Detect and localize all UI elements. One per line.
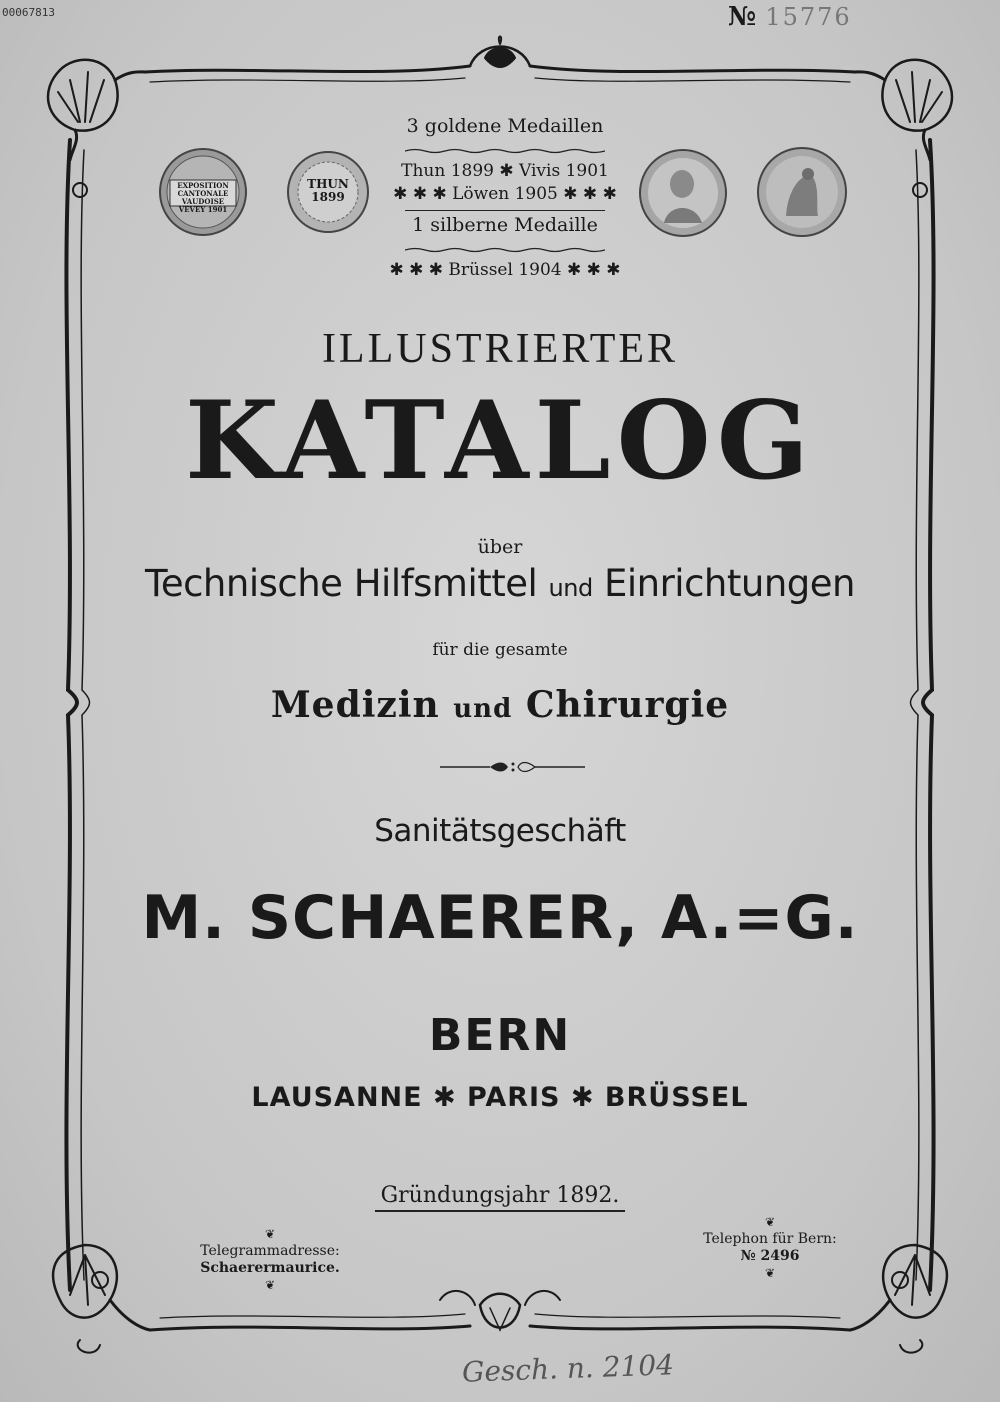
ornament-divider (440, 760, 585, 774)
telegram-value: Schaerermaurice. (200, 1260, 340, 1276)
title-fuer-die-gesamte: für die gesamte (432, 640, 568, 660)
archive-id: 00067813 (2, 6, 55, 19)
number-symbol: № (728, 2, 757, 32)
phone-ornament: ❦ (764, 1215, 776, 1229)
medal-vevey-text: EXPOSITION CANTONALE VAUDOISE VEVEY 1901 (177, 181, 229, 214)
phone-ornament-bottom: ❦ (764, 1266, 776, 1280)
founded-text: Gründungsjahr 1892. (375, 1183, 626, 1212)
company-type: Sanitätsgeschäft (374, 813, 626, 849)
title-illustrierter: ILLUSTRIERTER (321, 326, 679, 372)
phone-value: № 2496 (740, 1248, 800, 1264)
title-technische-c: Einrichtungen (603, 562, 855, 605)
founded-year (0, 1183, 1000, 1208)
phone-label: Telephon für Bern: (703, 1231, 837, 1247)
telegram-block (180, 1226, 360, 1294)
telegram-ornament-bottom: ❦ (264, 1278, 276, 1292)
title-ueber: über (477, 536, 523, 558)
wave-divider (405, 148, 605, 154)
telegram-ornament: ❦ (264, 1227, 276, 1241)
title-medizin-a: Medizin (270, 684, 440, 726)
company-branches: LAUSANNE ✱ PARIS ✱ BRÜSSEL (251, 1082, 749, 1113)
number-value: 15776 (765, 3, 852, 31)
title-katalog: KATALOG (185, 378, 815, 504)
title-medizin-c: Chirurgie (525, 684, 730, 726)
medal-thun-text: THUN 1899 (307, 177, 349, 204)
company-city: BERN (428, 1010, 572, 1061)
medal-allegory-icon (756, 146, 848, 238)
title-medizin-und: und (453, 694, 513, 724)
silver-medal-title: 1 silberne Medaille (412, 214, 598, 236)
silver-medal-line: ✱ ✱ ✱ Brüssel 1904 ✱ ✱ ✱ (389, 260, 621, 280)
phone-block (680, 1214, 860, 1282)
company-name: M. SCHAERER, A.=G. (141, 883, 859, 953)
title-technische-a: Technische Hilfsmittel (145, 562, 538, 605)
medals-rule (405, 210, 605, 211)
catalog-number (728, 2, 852, 32)
handwritten-note: Gesch. n. 2104 (461, 1348, 675, 1389)
gold-medals-line2: ✱ ✱ ✱ Löwen 1905 ✱ ✱ ✱ (393, 184, 617, 204)
title-technische-und: und (548, 574, 593, 602)
gold-medals-title: 3 goldene Medaillen (406, 115, 604, 137)
title-technische (0, 562, 1000, 605)
gold-medals-line1: Thun 1899 ✱ Vivis 1901 (401, 161, 609, 181)
medals-block (380, 115, 630, 282)
medal-portrait-icon (638, 148, 728, 238)
wave-divider-2 (405, 247, 605, 253)
telegram-label: Telegrammadresse: (200, 1243, 340, 1259)
title-medizin (0, 684, 1000, 726)
